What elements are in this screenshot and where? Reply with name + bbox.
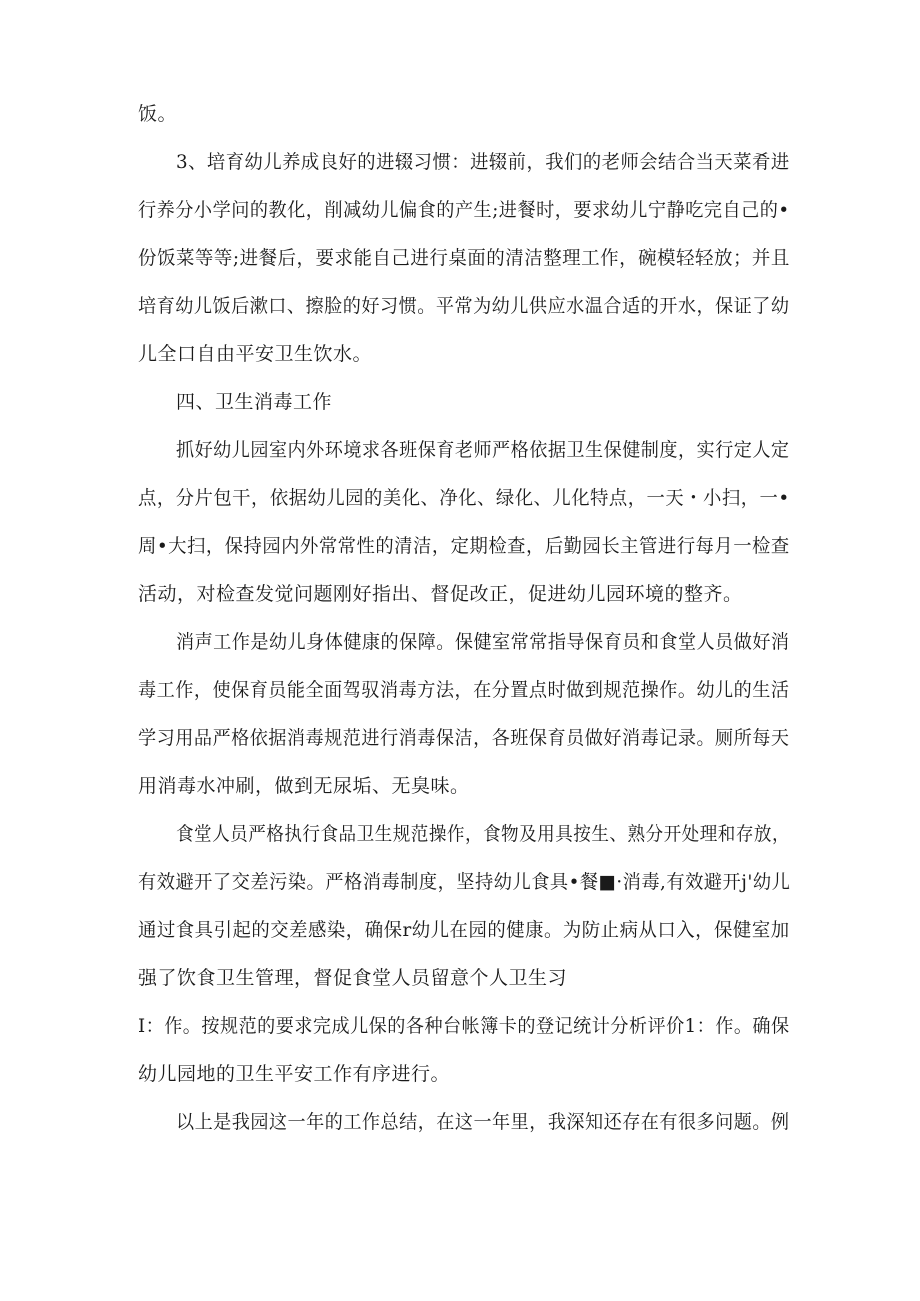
- text-line: I：作。按规范的要求完成儿保的各种台帐簿卡的登记统计分析评价1：作。确保: [138, 1015, 790, 1037]
- text-line: 毒工作，使保育员能全面驾驭消毒方法，在分置点时做到规范操作。幼儿的生活: [138, 679, 790, 701]
- text-line: 份饭菜等等;进餐后，要求能自己进行桌面的清洁整理工作，碗模轻轻放；并且: [138, 247, 790, 269]
- text-line: 抓好幼儿园室内外环境求各班保育老师严格依据卫生保健制度，实行定人定: [176, 439, 790, 461]
- text-line: 食堂人员严格执行食品卫生规范操作，食物及用具按生、熟分开处理和存放，: [176, 823, 791, 845]
- text-line: 强了饮食卫生管理，督促食堂人员留意个人卫生习: [138, 967, 568, 989]
- text-line: 3、培育幼儿养成良好的进辍习惯：进辍前，我们的老师会结合当天菜肴进: [176, 151, 790, 173]
- text-line: 消声工作是幼儿身体健康的保障。保健室常常指导保育员和食堂人员做好消: [176, 631, 790, 653]
- text-line: 用消毒水冲刷，做到无尿垢、无臭味。: [138, 775, 470, 797]
- text-line: 以上是我园这一年的工作总结，在这一年里，我深知还存在有很多问题。例: [176, 1111, 790, 1133]
- text-line: 有效避开了交差污染。严格消毒制度，坚持幼儿食具•餐■·消毒,有效避开j'幼儿: [138, 871, 791, 893]
- text-line: 饭。: [138, 103, 178, 125]
- text-line: 行养分小学问的教化，削减幼儿偏食的产生;进餐时，要求幼儿宁静吃完自己的•: [138, 199, 790, 221]
- section-heading: 四、卫生消毒工作: [176, 391, 333, 413]
- text-line: 学习用品严格依据消毒规范进行消毒保洁，各班保育员做好消毒记录。厕所每天: [138, 727, 790, 749]
- text-line: 点，分片包干，依据幼儿园的美化、净化、绿化、儿化特点，一天・小扫，一•: [138, 487, 790, 509]
- text-line: 通过食具引起的交差感染，确保r幼儿在园的健康。为防止病从口入，保健室加: [138, 919, 790, 941]
- text-line: 活动，对检查发觉问题刚好指出、督促改正，促进幼儿园环境的整齐。: [138, 583, 743, 605]
- text-line: 儿全口自由平安卫生饮水。: [138, 343, 373, 365]
- text-line: 培育幼儿饭后漱口、擦脸的好习惯。平常为幼儿供应水温合适的开水，保证了幼: [138, 295, 790, 317]
- text-line: 周•大扫，保持园内外常常性的清洁，定期检查，后勤园长主管进行每月一检查: [138, 535, 790, 557]
- text-line: 幼儿园地的卫生平安工作有序进行。: [138, 1063, 451, 1085]
